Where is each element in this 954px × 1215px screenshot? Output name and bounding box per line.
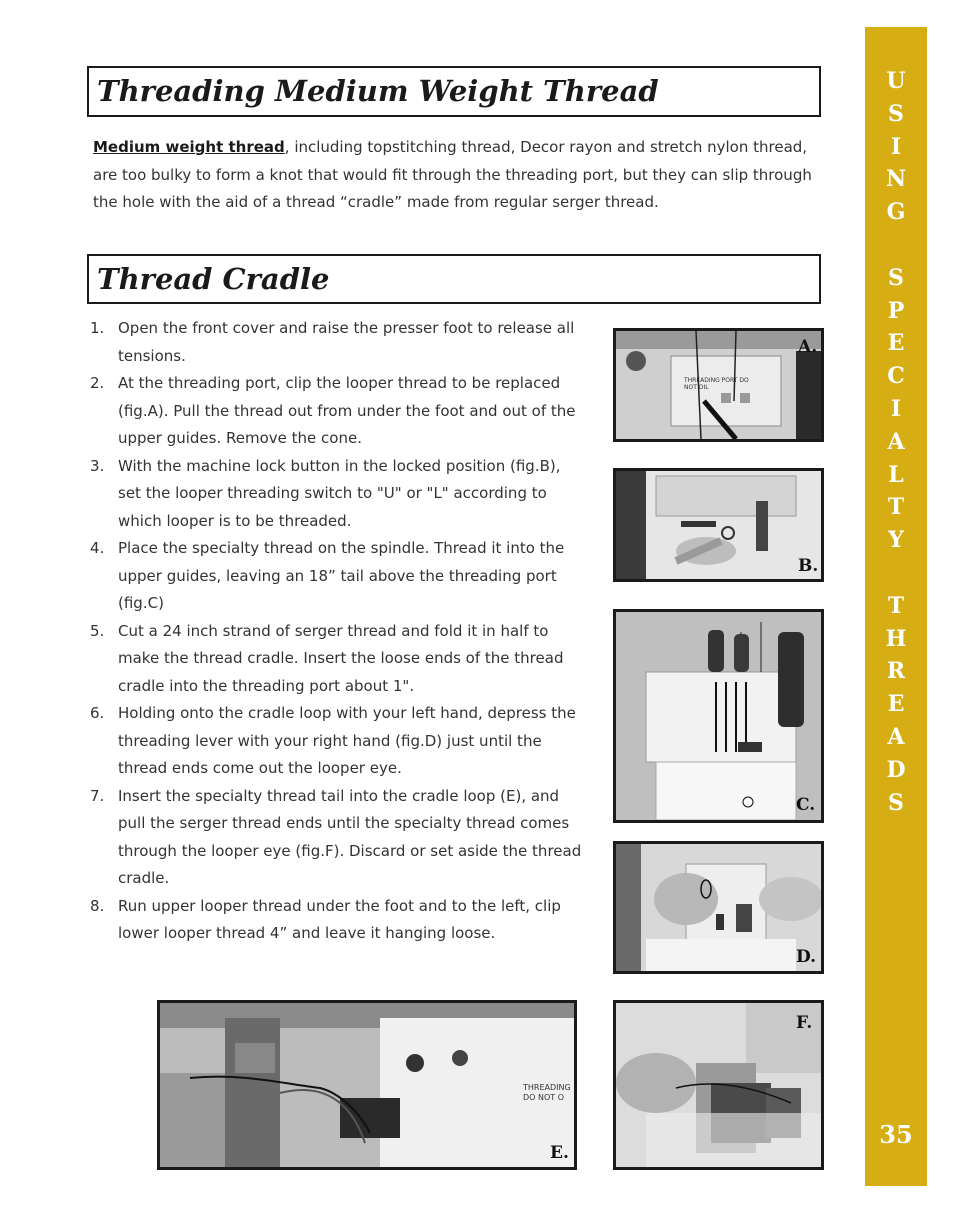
figure-a-label: A. — [798, 337, 818, 357]
sidebar-letter — [865, 229, 927, 262]
step-item — [90, 315, 582, 370]
sidebar-letter: S — [888, 264, 904, 291]
figure-c-photo — [613, 609, 824, 823]
figure-b-illustration — [616, 471, 821, 579]
sidebar-letter: Y — [888, 527, 904, 554]
figure-d-illustration — [616, 844, 821, 971]
steps-list — [90, 315, 582, 948]
figure-e-label: E. — [550, 1143, 569, 1163]
step-number: 8. — [90, 896, 105, 915]
step-text: With the machine lock button in the locked position (fig.B), set the looper threading switch to "U" or "L" according to which looper is to be threaded. — [118, 456, 561, 530]
step-item — [90, 618, 582, 701]
step-number: 2. — [90, 374, 105, 392]
step-text: Run upper looper thread under the foot and to the left, clip lower looper thread 4” and leave it hanging loose. — [118, 896, 561, 942]
step-text: Open the front cover and raise the presser foot to release all tensions. — [118, 319, 575, 365]
intro-body-text: , including topstitching thread, Decor rayon and stretch nylon thread, are too bulky to form a knot that would fit through the threading port, but they can slip through the hole with the aid of a thread “cradle” made from regular serger thread. — [93, 138, 812, 211]
sidebar-letter — [865, 557, 927, 590]
step-number: 6. — [90, 704, 105, 722]
step-item — [90, 370, 582, 453]
sidebar-letter: I — [890, 133, 902, 160]
step-text: Insert the specialty thread tail into the cradle loop (E), and pull the serger thread ends until the specialty thread comes through the looper eye (fig.F). Discard or set aside the thread cradle. — [118, 786, 582, 887]
sidebar-letter: P — [887, 297, 905, 324]
figure-e-illustration — [160, 1003, 574, 1167]
figure-f-illustration — [616, 1003, 821, 1167]
step-text: Cut a 24 inch strand of serger thread and fold it in half to make the thread cradle. Insert the loose ends of the thread cradle into the threading port about 1". — [118, 621, 564, 695]
step-text: At the threading port, clip the looper thread to be replaced (fig.A). Pull the thread out from under the foot and out of the upper guides. Remove the cone. — [118, 374, 576, 447]
sidebar-letter: R — [886, 658, 906, 685]
sidebar-letter: L — [888, 461, 904, 488]
step-item — [90, 700, 582, 783]
step-text: Holding onto the cradle loop with your left hand, depress the threading lever with your right hand (fig.D) just until the thread ends come out the looper eye. — [118, 704, 576, 777]
figure-a-caption: THREADING PORT DO NOT OIL — [684, 377, 749, 391]
step-number: 7. — [90, 786, 105, 805]
figure-b-photo — [613, 468, 824, 582]
figure-b-label: B. — [798, 556, 819, 576]
sidebar-letter: G — [886, 199, 906, 226]
section-title-threading-medium-weight: Threading Medium Weight Thread — [87, 66, 821, 117]
step-item — [90, 783, 582, 893]
sidebar-letter: U — [886, 68, 906, 94]
intro-lead-term: Medium weight thread — [93, 138, 285, 156]
chapter-sidebar — [865, 27, 927, 1186]
sidebar-letter: C — [887, 363, 905, 390]
sidebar-letter: S — [888, 100, 904, 127]
sidebar-letter: T — [887, 592, 905, 619]
step-text: Place the specialty thread on the spindle. Thread it into the upper guides, leaving an 18” tail above the threading port (fig.C) — [118, 539, 565, 612]
sidebar-letter: D — [886, 756, 906, 783]
sidebar-letter: T — [887, 494, 905, 521]
step-item — [90, 535, 582, 618]
figure-a-photo — [613, 328, 824, 442]
figure-e-photo — [157, 1000, 577, 1170]
sidebar-letter: E — [887, 330, 905, 357]
figure-f-label: F. — [796, 1013, 813, 1033]
page-number: 35 — [879, 1120, 913, 1149]
figure-d-photo — [613, 841, 824, 974]
sidebar-vertical-title — [865, 65, 927, 819]
sidebar-letter: A — [887, 428, 905, 455]
figure-e-caption: THREADING DO NOT O — [523, 1083, 571, 1102]
step-number: 4. — [90, 539, 105, 557]
figure-c-illustration — [616, 612, 821, 820]
step-number: 3. — [90, 456, 105, 475]
sidebar-letter: A — [887, 723, 905, 750]
section-title-thread-cradle: Thread Cradle — [87, 254, 821, 304]
step-item — [90, 893, 582, 948]
figure-c-label: C. — [796, 795, 816, 815]
sidebar-letter: S — [888, 789, 904, 816]
sidebar-letter: E — [887, 691, 905, 718]
sidebar-letter: I — [890, 395, 902, 422]
figure-f-photo — [613, 1000, 824, 1170]
step-number: 5. — [90, 621, 105, 640]
sidebar-letter: H — [885, 625, 907, 652]
figure-d-label: D. — [796, 947, 817, 967]
sidebar-letter: N — [885, 166, 907, 193]
step-number: 1. — [90, 319, 105, 337]
step-item — [90, 453, 582, 536]
intro-paragraph — [93, 134, 829, 217]
